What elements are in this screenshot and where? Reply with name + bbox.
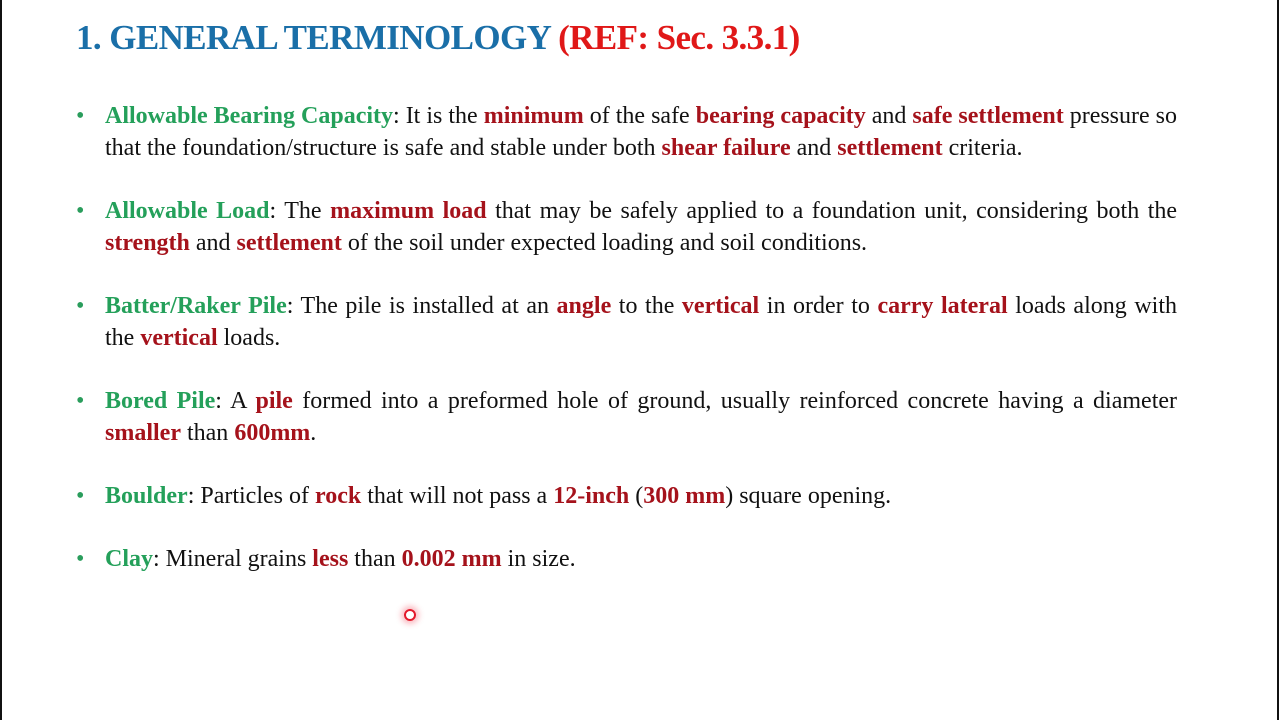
highlight: minimum — [483, 103, 584, 129]
term: Clay — [105, 546, 153, 572]
text: and — [790, 135, 838, 161]
highlight: vertical — [681, 293, 760, 319]
text: to the — [611, 293, 682, 319]
text: and — [865, 103, 913, 129]
list-item-bored-pile — [76, 385, 1177, 449]
highlight: maximum load — [330, 198, 487, 224]
list-item-clay — [76, 543, 1177, 575]
text: that will not pass a — [361, 483, 554, 509]
text: in order to — [759, 293, 878, 319]
slide-border-left — [0, 0, 2, 720]
text: of the soil under expected loading and soil conditions. — [341, 230, 868, 256]
text: and — [189, 230, 237, 256]
highlight: vertical — [140, 325, 218, 351]
text: criteria. — [942, 135, 1023, 161]
highlight: pile — [255, 388, 293, 414]
text: ) square opening. — [725, 483, 892, 509]
text: : Mineral grains — [153, 546, 313, 572]
highlight: settlement — [837, 135, 943, 161]
highlight: 12-inch — [553, 483, 630, 509]
highlight: angle — [556, 293, 612, 319]
highlight: safe settlement — [912, 103, 1064, 129]
text: than — [348, 546, 402, 572]
highlight: smaller — [105, 420, 181, 446]
bullet-icon: • — [76, 388, 85, 414]
highlight: carry lateral — [877, 293, 1008, 319]
title-reference: (REF: Sec. 3.3.1) — [558, 18, 800, 57]
highlight: 0.002 mm — [401, 546, 502, 572]
text: formed into a preformed hole of ground, usually reinforced concrete having a diameter — [292, 388, 1177, 414]
title-main: 1. GENERAL TERMINOLOGY — [76, 18, 550, 57]
term: Allowable Load — [105, 198, 270, 224]
text: that may be safely applied to a foundation unit, considering both the — [486, 198, 1178, 224]
text: pressure so that the foundation/structure is safe and stable under both — [105, 103, 1178, 161]
text: in size. — [501, 546, 576, 572]
list-item-boulder — [76, 480, 1177, 512]
highlight: bearing capacity — [695, 103, 866, 129]
laser-pointer-icon — [404, 609, 416, 621]
text: : A — [215, 388, 256, 414]
list-item-batter-raker-pile — [76, 290, 1177, 354]
bullet-icon: • — [76, 483, 85, 509]
term: Allowable Bearing Capacity — [105, 103, 394, 129]
text: of the safe — [583, 103, 696, 129]
text: than — [180, 420, 235, 446]
text: : The — [269, 198, 331, 224]
highlight: 300 mm — [643, 483, 726, 509]
bullet-icon: • — [76, 546, 85, 572]
list-item-allowable-load — [76, 195, 1178, 259]
text: : Particles of — [187, 483, 315, 509]
highlight: shear failure — [661, 135, 791, 161]
term: Boulder — [105, 483, 188, 509]
highlight: less — [312, 546, 349, 572]
highlight: settlement — [236, 230, 342, 256]
bullet-icon: • — [76, 198, 85, 224]
terminology-list — [76, 100, 1178, 606]
text: loads along with the — [105, 293, 1177, 351]
text: : The pile is installed at an — [286, 293, 557, 319]
text: loads. — [217, 325, 281, 351]
slide-title — [76, 18, 800, 58]
term: Bored Pile — [105, 388, 216, 414]
slide-border-right — [1277, 0, 1279, 720]
bullet-icon: • — [76, 293, 85, 319]
text: . — [310, 420, 317, 446]
bullet-icon: • — [76, 103, 85, 129]
text: ( — [629, 483, 644, 509]
term: Batter/Raker Pile — [105, 293, 287, 319]
list-item-allowable-bearing-capacity — [76, 100, 1178, 164]
highlight: strength — [105, 230, 190, 256]
highlight: 600mm — [234, 420, 311, 446]
highlight: rock — [315, 483, 362, 509]
text: : It is the — [393, 103, 484, 129]
